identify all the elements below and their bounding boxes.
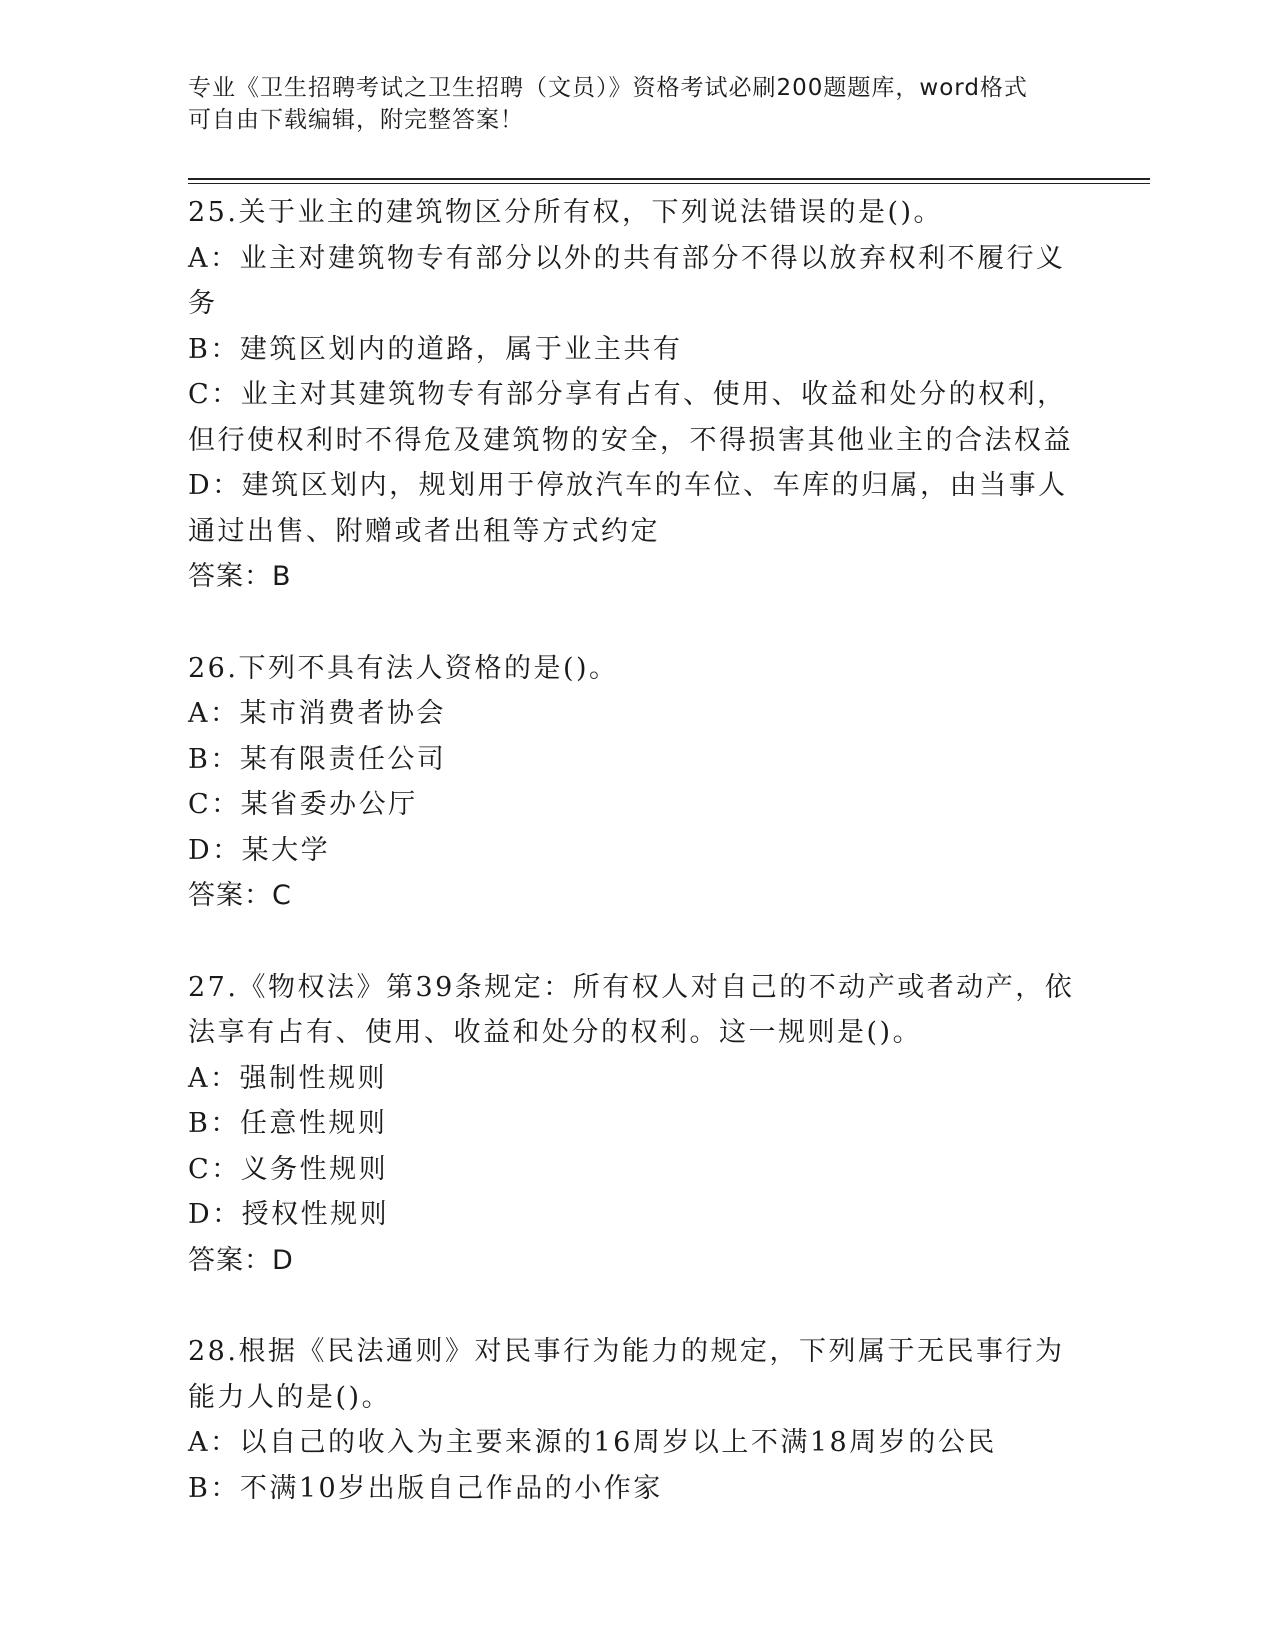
option-b: B：某有限责任公司 — [188, 743, 447, 775]
question-27 — [188, 965, 1088, 1284]
option-a: A：以自己的收入为主要来源的16周岁以上不满18周岁的公民 — [188, 1427, 997, 1458]
answer: 答案：D — [188, 1244, 294, 1276]
option-c: C：业主对其建筑物专有部分享有占有、使用、收益和处分的权利，但行使权利时不得危及建筑物的安全，不得损害其他业主的合法权益 — [188, 379, 1073, 456]
header-line-2: 可自由下载编辑，附完整答案！ — [188, 107, 524, 133]
option-d: D：授权性规则 — [188, 1199, 390, 1230]
question-stem: 25.关于业主的建筑物区分所有权，下列说法错误的是()。 — [188, 197, 944, 228]
header-divider-thick — [188, 178, 1150, 180]
option-d: D：某大学 — [188, 834, 331, 866]
option-d: D：建筑区划内，规划用于停放汽车的车位、车库的归属，由当事人通过出售、附赠或者出租等方式约定 — [188, 470, 1068, 547]
option-b: B：任意性规则 — [188, 1108, 388, 1139]
option-c: C：义务性规则 — [188, 1153, 389, 1185]
option-c: C：某省委办公厅 — [188, 789, 418, 820]
question-stem: 26.下列不具有法人资格的是()。 — [188, 652, 619, 684]
question-28 — [188, 1329, 1088, 1511]
option-a: A：业主对建筑物专有部分以外的共有部分不得以放弃权利不履行义务 — [188, 242, 1066, 319]
answer: 答案：C — [188, 880, 292, 911]
question-26 — [188, 646, 1088, 919]
answer: 答案：B — [188, 561, 292, 592]
option-b: B：不满10岁出版自己作品的小作家 — [188, 1472, 663, 1504]
question-25 — [188, 190, 1088, 600]
option-a: A：某市消费者协会 — [188, 698, 446, 729]
header-divider-thin — [188, 183, 1150, 184]
document-header — [188, 72, 1088, 136]
question-stem: 27.《物权法》第39条规定：所有权人对自己的不动产或者动产，依法享有占有、使用、收益和处分的权利。这一规则是()。 — [188, 971, 1075, 1048]
question-list — [188, 190, 1088, 1557]
option-b: B：建筑区划内的道路，属于业主共有 — [188, 333, 683, 365]
option-a: A：强制性规则 — [188, 1062, 387, 1094]
header-line-1: 专业《卫生招聘考试之卫生招聘（文员）》资格考试必刷200题题库，word格式 — [188, 75, 1028, 101]
question-stem: 28.根据《民法通则》对民事行为能力的规定，下列属于无民事行为能力人的是()。 — [188, 1336, 1065, 1413]
